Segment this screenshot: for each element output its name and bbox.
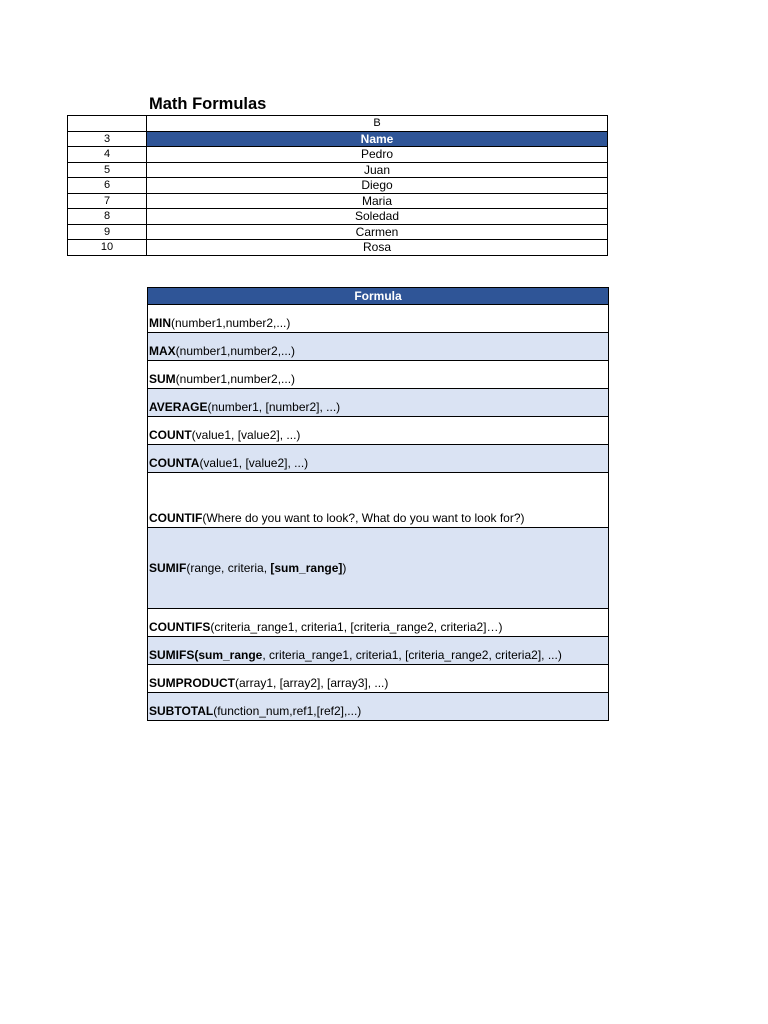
formula-cell[interactable]	[148, 389, 609, 417]
formula-row-subtotal	[148, 693, 609, 721]
name-cell[interactable]: Soledad	[147, 209, 608, 225]
name-row	[68, 147, 608, 163]
function-name: COUNTIFS	[149, 620, 211, 634]
function-name: SUMIFS(sum_range	[149, 648, 263, 662]
name-cell[interactable]: Juan	[147, 162, 608, 178]
formula-row-countif	[148, 473, 609, 528]
column-header-row	[68, 116, 608, 132]
function-name: COUNTA	[149, 456, 200, 470]
function-args: (range, criteria,	[186, 561, 271, 575]
formula-row-count	[148, 417, 609, 445]
function-args: (number1,number2,...)	[171, 316, 291, 330]
function-args: (number1,number2,...)	[175, 372, 296, 386]
formula-cell[interactable]	[148, 665, 609, 693]
name-row	[68, 224, 608, 240]
column-header-b[interactable]: B	[147, 116, 608, 132]
function-args: (criteria_range1, criteria1, [criteria_range2, criteria2]…)	[210, 620, 503, 634]
function-args: (function_num,ref1,[ref2],...)	[213, 704, 362, 718]
formula-row-average	[148, 389, 609, 417]
formula-cell[interactable]	[148, 305, 609, 333]
formula-row-countifs	[148, 609, 609, 637]
formula-cell[interactable]	[148, 361, 609, 389]
name-row	[68, 178, 608, 194]
formula-row-min	[148, 305, 609, 333]
row-number[interactable]: 7	[68, 193, 147, 209]
name-cell[interactable]: Diego	[147, 178, 608, 194]
formula-cell[interactable]	[148, 445, 609, 473]
formula-row-sum	[148, 361, 609, 389]
names-grid	[67, 115, 608, 256]
name-row	[68, 240, 608, 256]
formula-cell[interactable]	[148, 417, 609, 445]
function-name: AVERAGE	[149, 400, 208, 414]
function-name: MIN	[149, 316, 171, 330]
function-args-optional: [sum_range]	[270, 561, 343, 575]
function-args: (value1, [value2], ...)	[199, 456, 309, 470]
function-name: SUBTOTAL	[149, 704, 214, 718]
name-cell[interactable]: Carmen	[147, 224, 608, 240]
function-name: MAX	[149, 344, 176, 358]
formula-row-max	[148, 333, 609, 361]
function-args: (number1,number2,...)	[175, 344, 296, 358]
row-number[interactable]: 3	[68, 131, 147, 147]
name-cell[interactable]: Rosa	[147, 240, 608, 256]
row-number[interactable]: 10	[68, 240, 147, 256]
name-cell[interactable]: Maria	[147, 193, 608, 209]
function-name: SUM	[149, 372, 176, 386]
function-args: (Where do you want to look?, What do you want to look for?)	[202, 511, 525, 525]
formula-row-sumifs	[148, 637, 609, 665]
formula-cell[interactable]	[148, 693, 609, 721]
formula-row-sumproduct	[148, 665, 609, 693]
name-row	[68, 209, 608, 225]
row-number[interactable]: 9	[68, 224, 147, 240]
formula-cell[interactable]	[148, 609, 609, 637]
formula-cell[interactable]	[148, 528, 609, 609]
formula-row-sumif	[148, 528, 609, 609]
corner-cell	[68, 116, 147, 132]
name-row	[68, 162, 608, 178]
function-name: SUMIF	[149, 561, 187, 575]
function-args: (value1, [value2], ...)	[191, 428, 301, 442]
row-number[interactable]: 6	[68, 178, 147, 194]
name-column-header[interactable]: Name	[147, 131, 608, 147]
function-name: COUNTIF	[149, 511, 203, 525]
row-number[interactable]: 5	[68, 162, 147, 178]
page-title: Math Formulas	[149, 95, 267, 113]
function-name: COUNT	[149, 428, 192, 442]
function-args: , criteria_range1, criteria1, [criteria_range2, criteria2], ...)	[262, 648, 562, 662]
function-args: (array1, [array2], [array3], ...)	[235, 676, 389, 690]
name-cell[interactable]: Pedro	[147, 147, 608, 163]
row-number[interactable]: 8	[68, 209, 147, 225]
function-name: SUMPRODUCT	[149, 676, 235, 690]
names-header-row	[68, 131, 608, 147]
formula-cell[interactable]	[148, 333, 609, 361]
function-args: (number1, [number2], ...)	[207, 400, 341, 414]
name-row	[68, 193, 608, 209]
formula-column-header[interactable]: Formula	[148, 288, 609, 305]
formula-cell[interactable]	[148, 637, 609, 665]
formula-table	[147, 287, 609, 721]
formula-cell[interactable]	[148, 473, 609, 528]
row-number[interactable]: 4	[68, 147, 147, 163]
formula-row-counta	[148, 445, 609, 473]
formula-header-row	[148, 288, 609, 305]
function-args-close: )	[342, 561, 347, 575]
